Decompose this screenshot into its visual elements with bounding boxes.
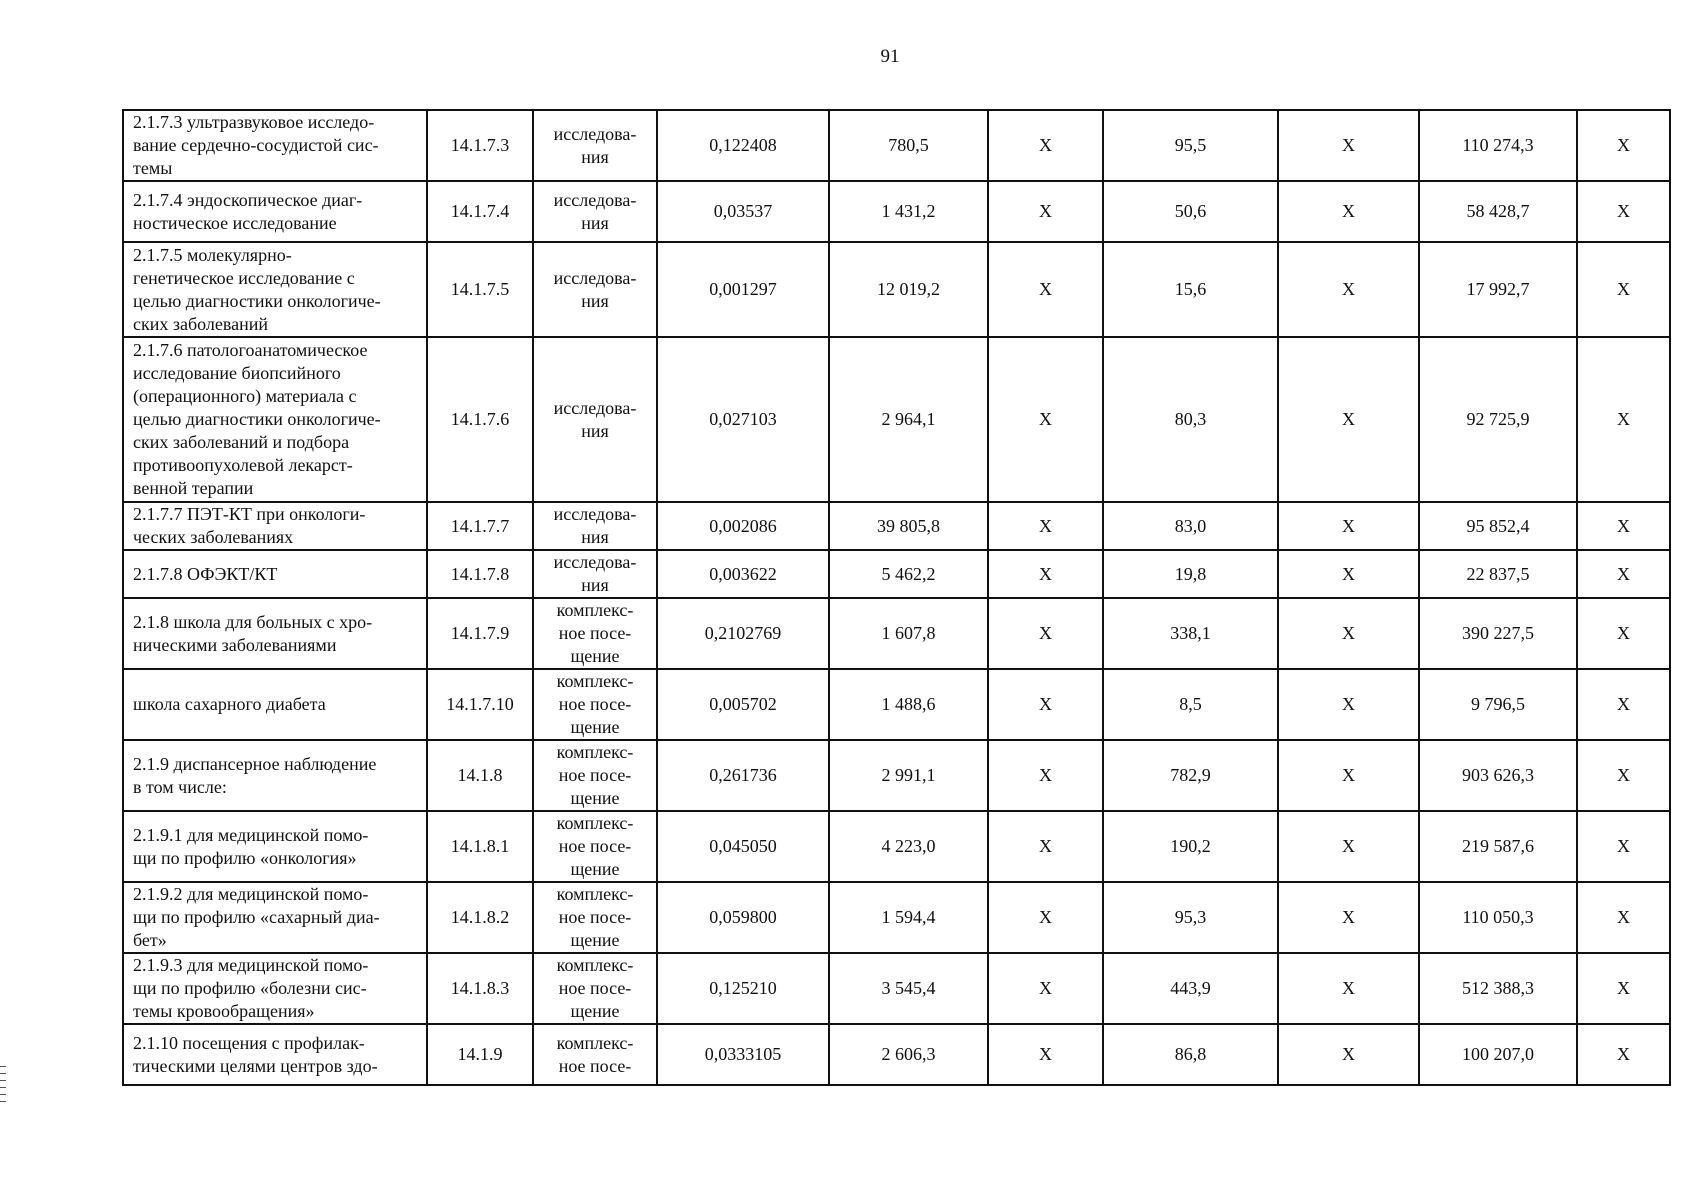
cell-cost: 1 594,4	[829, 882, 988, 953]
cell-x: X	[1278, 811, 1419, 882]
cell-x: X	[1577, 110, 1670, 181]
table-row	[123, 669, 1670, 740]
cell-x: X	[988, 242, 1103, 337]
cell-value: 95,5	[1103, 110, 1278, 181]
cell-cost: 4 223,0	[829, 811, 988, 882]
cell-code: 14.1.7.3	[427, 110, 533, 181]
table-row	[123, 242, 1670, 337]
cell-unit: комплекс- ное посе- щение	[533, 953, 657, 1024]
cell-unit: комплекс- ное посе- щение	[533, 811, 657, 882]
cell-cost: 2 606,3	[829, 1024, 988, 1085]
cell-x: X	[988, 181, 1103, 242]
cell-value: 8,5	[1103, 669, 1278, 740]
cell-norm: 0,03537	[657, 181, 829, 242]
cell-total: 22 837,5	[1419, 550, 1577, 598]
cell-x: X	[988, 1024, 1103, 1085]
cell-norm: 0,122408	[657, 110, 829, 181]
table-row	[123, 1024, 1670, 1085]
cell-x: X	[988, 550, 1103, 598]
table-row	[123, 337, 1670, 502]
cell-unit: комплекс- ное посе- щение	[533, 598, 657, 669]
cell-x: X	[1577, 953, 1670, 1024]
table-body	[123, 110, 1670, 1085]
cell-cost: 2 964,1	[829, 337, 988, 502]
cell-norm: 0,003622	[657, 550, 829, 598]
cell-cost: 1 431,2	[829, 181, 988, 242]
cell-total: 58 428,7	[1419, 181, 1577, 242]
cell-total: 100 207,0	[1419, 1024, 1577, 1085]
cell-total: 17 992,7	[1419, 242, 1577, 337]
cell-x: X	[1577, 598, 1670, 669]
cell-unit: исследова- ния	[533, 502, 657, 550]
table-row	[123, 181, 1670, 242]
table-row	[123, 598, 1670, 669]
cell-x: X	[988, 811, 1103, 882]
cell-x: X	[1577, 181, 1670, 242]
cell-code: 14.1.8.1	[427, 811, 533, 882]
cell-unit: комплекс- ное посе- щение	[533, 740, 657, 811]
cell-total: 9 796,5	[1419, 669, 1577, 740]
cell-name: 2.1.10 посещения с профилак- тическими целями центров здо-	[123, 1024, 427, 1085]
cell-total: 110 274,3	[1419, 110, 1577, 181]
cell-norm: 0,059800	[657, 882, 829, 953]
cell-code: 14.1.8.3	[427, 953, 533, 1024]
cell-name: 2.1.7.6 патологоанатомическое исследование биопсийного (операционного) материала с целью диагностики онкологиче- ских заболеваний и подбора противоопухолевой лекарст- венной терапии	[123, 337, 427, 502]
cell-x: X	[1577, 337, 1670, 502]
cell-unit: исследова- ния	[533, 337, 657, 502]
data-table	[122, 109, 1671, 1086]
cell-norm: 0,2102769	[657, 598, 829, 669]
cell-unit: исследова- ния	[533, 110, 657, 181]
cell-value: 443,9	[1103, 953, 1278, 1024]
cell-x: X	[1577, 1024, 1670, 1085]
cell-name: 2.1.9.2 для медицинской помо- щи по профилю «сахарный диа- бет»	[123, 882, 427, 953]
cell-x: X	[1278, 110, 1419, 181]
table-row	[123, 550, 1670, 598]
cell-norm: 0,002086	[657, 502, 829, 550]
cell-cost: 1 607,8	[829, 598, 988, 669]
cell-name: 2.1.7.5 молекулярно- генетическое исследование с целью диагностики онкологиче- ских заболеваний	[123, 242, 427, 337]
table-row	[123, 110, 1670, 181]
table-row	[123, 811, 1670, 882]
cell-x: X	[1278, 502, 1419, 550]
cell-code: 14.1.7.5	[427, 242, 533, 337]
cell-x: X	[988, 882, 1103, 953]
cell-name: 2.1.7.8 ОФЭКТ/КТ	[123, 550, 427, 598]
cell-code: 14.1.8	[427, 740, 533, 811]
cell-norm: 0,027103	[657, 337, 829, 502]
cell-x: X	[1577, 669, 1670, 740]
cell-cost: 12 019,2	[829, 242, 988, 337]
cell-code: 14.1.7.7	[427, 502, 533, 550]
cell-name: 2.1.7.7 ПЭТ-КТ при онкологи- ческих заболеваниях	[123, 502, 427, 550]
cell-norm: 0,005702	[657, 669, 829, 740]
cell-value: 50,6	[1103, 181, 1278, 242]
cell-x: X	[1278, 1024, 1419, 1085]
cell-norm: 0,125210	[657, 953, 829, 1024]
cell-total: 903 626,3	[1419, 740, 1577, 811]
cell-cost: 2 991,1	[829, 740, 988, 811]
cell-x: X	[988, 502, 1103, 550]
cell-cost: 5 462,2	[829, 550, 988, 598]
cell-x: X	[988, 598, 1103, 669]
cell-total: 390 227,5	[1419, 598, 1577, 669]
cell-x: X	[988, 740, 1103, 811]
scan-edge-marks	[0, 1066, 6, 1102]
cell-unit: исследова- ния	[533, 242, 657, 337]
cell-value: 83,0	[1103, 502, 1278, 550]
cell-x: X	[1278, 953, 1419, 1024]
cell-code: 14.1.7.10	[427, 669, 533, 740]
cell-x: X	[1278, 669, 1419, 740]
cell-norm: 0,261736	[657, 740, 829, 811]
cell-value: 95,3	[1103, 882, 1278, 953]
cell-value: 15,6	[1103, 242, 1278, 337]
table-row	[123, 882, 1670, 953]
cell-total: 92 725,9	[1419, 337, 1577, 502]
cell-value: 19,8	[1103, 550, 1278, 598]
cell-value: 190,2	[1103, 811, 1278, 882]
cell-x: X	[988, 337, 1103, 502]
cell-name: 2.1.7.4 эндоскопическое диаг- ностическое исследование	[123, 181, 427, 242]
cell-x: X	[988, 953, 1103, 1024]
cell-cost: 1 488,6	[829, 669, 988, 740]
cell-x: X	[1278, 181, 1419, 242]
cell-name: 2.1.9.1 для медицинской помо- щи по профилю «онкология»	[123, 811, 427, 882]
cell-x: X	[1577, 882, 1670, 953]
cell-code: 14.1.7.8	[427, 550, 533, 598]
table-row	[123, 502, 1670, 550]
table-row	[123, 953, 1670, 1024]
cell-x: X	[1278, 740, 1419, 811]
cell-x: X	[988, 669, 1103, 740]
cell-x: X	[988, 110, 1103, 181]
cell-code: 14.1.7.6	[427, 337, 533, 502]
cell-value: 86,8	[1103, 1024, 1278, 1085]
cell-unit: комплекс- ное посе-	[533, 1024, 657, 1085]
cell-code: 14.1.7.9	[427, 598, 533, 669]
cell-code: 14.1.9	[427, 1024, 533, 1085]
cell-name: школа сахарного диабета	[123, 669, 427, 740]
cell-x: X	[1278, 550, 1419, 598]
cell-unit: комплекс- ное посе- щение	[533, 882, 657, 953]
cell-code: 14.1.8.2	[427, 882, 533, 953]
cell-x: X	[1577, 242, 1670, 337]
cell-norm: 0,045050	[657, 811, 829, 882]
cell-x: X	[1278, 337, 1419, 502]
cell-cost: 39 805,8	[829, 502, 988, 550]
cell-code: 14.1.7.4	[427, 181, 533, 242]
cell-unit: исследова- ния	[533, 181, 657, 242]
cell-x: X	[1577, 550, 1670, 598]
cell-name: 2.1.9 диспансерное наблюдение в том числе:	[123, 740, 427, 811]
cell-x: X	[1278, 882, 1419, 953]
cell-x: X	[1577, 811, 1670, 882]
page-number: 91	[880, 46, 900, 67]
cell-norm: 0,001297	[657, 242, 829, 337]
cell-x: X	[1278, 598, 1419, 669]
cell-norm: 0,0333105	[657, 1024, 829, 1085]
cell-name: 2.1.7.3 ультразвуковое исследо- вание сердечно-сосудистой сис- темы	[123, 110, 427, 181]
cell-x: X	[1577, 740, 1670, 811]
cell-total: 512 388,3	[1419, 953, 1577, 1024]
cell-cost: 780,5	[829, 110, 988, 181]
cell-total: 95 852,4	[1419, 502, 1577, 550]
table-row	[123, 740, 1670, 811]
cell-total: 110 050,3	[1419, 882, 1577, 953]
cell-x: X	[1278, 242, 1419, 337]
cell-x: X	[1577, 502, 1670, 550]
cell-value: 782,9	[1103, 740, 1278, 811]
cell-value: 80,3	[1103, 337, 1278, 502]
cell-value: 338,1	[1103, 598, 1278, 669]
cell-unit: комплекс- ное посе- щение	[533, 669, 657, 740]
cell-cost: 3 545,4	[829, 953, 988, 1024]
cell-name: 2.1.9.3 для медицинской помо- щи по профилю «болезни сис- темы кровообращения»	[123, 953, 427, 1024]
cell-total: 219 587,6	[1419, 811, 1577, 882]
cell-unit: исследова- ния	[533, 550, 657, 598]
cell-name: 2.1.8 школа для больных с хро- ническими заболеваниями	[123, 598, 427, 669]
